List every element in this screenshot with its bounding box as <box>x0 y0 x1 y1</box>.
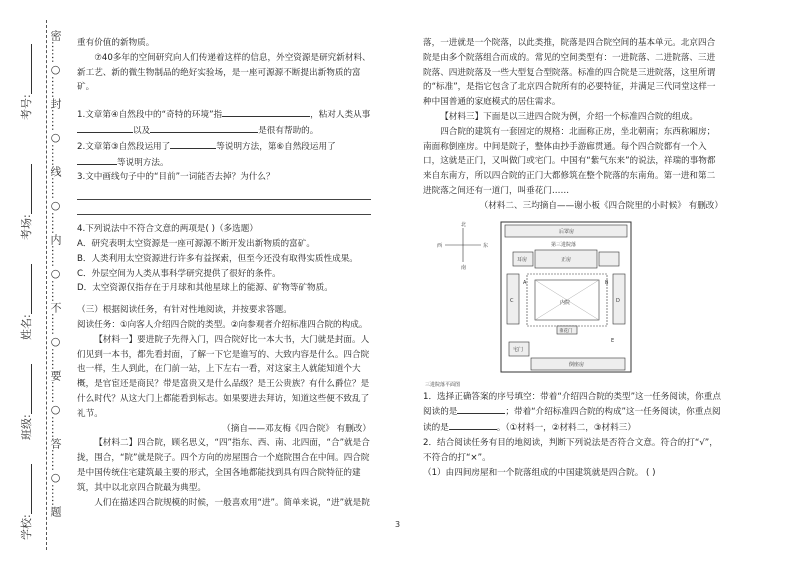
material-3-intro: 【材料三】下面是以三进四合院为例，介绍一个标准四合院的组成。 <box>440 111 699 122</box>
material-2-tail: 落，一进就是一个院落，以此类推，院落是四合院空间的基本单元。北京四合院是由多个院落组合而成的。常见的空间类型有：一进院落、二进院落、三进院落、四进院落及一些大型复合型院落。标准的四合院是三进院落，这里所谓的“标准”，是指它包含了北京四合院所有的必要特征，并满足三代同堂这样一种中国普通的家庭模式的居住需求。 <box>423 38 716 108</box>
question-1: 1.文章第④自然段中的“奇特的环境”指 ，粘对人类从事以及 是很有帮助的。 <box>77 107 371 139</box>
question-4: 4.下列说法中不符合文意的两项是( )（多选题） <box>77 224 258 235</box>
compass-west: 西 <box>437 242 443 249</box>
siheyuan-plan-diagram <box>423 218 723 388</box>
material-2-continued: 人们在描述四合院规模的时候，一般喜欢用“进”。简单来说，“进”就是院 <box>94 497 370 508</box>
option-c: C．外层空间为人类从事科学研究提供了很好的条件。 <box>77 268 281 279</box>
school-field <box>18 464 34 540</box>
name-label: 姓名: <box>20 314 33 340</box>
ear-room-east <box>599 252 619 266</box>
answer-blank[interactable] <box>170 139 216 149</box>
answer-blank[interactable] <box>449 420 497 430</box>
answer-blank[interactable] <box>457 404 505 414</box>
answer-blank[interactable] <box>77 155 117 165</box>
material-1-source: （摘自——邓友梅《四合院》 有删改） <box>222 423 371 434</box>
compass-east: 东 <box>483 242 489 249</box>
binding-line <box>46 20 47 550</box>
diagram-caption: 三进院落平面图 <box>425 381 461 388</box>
answer-line[interactable] <box>77 185 371 200</box>
ear-room-label: 耳房 <box>517 256 528 263</box>
name-field <box>18 264 34 340</box>
question-r2-1: （1）由四间房屋和一个院落组成的中国建筑就是四合院。 ( ) <box>423 467 656 478</box>
passage-paragraph-7: ⑦40多年的空间研究向人们传递着这样的信息，外空资源是研究新材料、新工艺、新的微生物制品的绝好实验场，是一座可源源不断提出新物质的富矿。 <box>77 52 371 93</box>
option-a: A．研究表明太空资源是一座可源源不断开发出新物质的富矿。 <box>77 238 315 249</box>
room-c-label: C <box>510 297 514 304</box>
room-e-label: E <box>611 337 615 344</box>
question-r2: 2．结合阅读任务有目的地阅读，判断下列说法是否符合文意。符合的打“√”，不符合的打“×”。 <box>423 437 718 463</box>
option-d: D．太空资源仅指存在于月球和其他星球上的能源、矿物等矿物质。 <box>77 283 333 294</box>
question-3: 3.文中画线句子中的“目前”一词能否去掉？为什么？ <box>77 172 275 183</box>
answer-blank[interactable] <box>222 107 310 117</box>
exam-room-label: 考场: <box>20 214 33 240</box>
option-b: B．人类利用太空资源进行许多有益探索，但至今还没有取得实质性成果。 <box>77 253 358 264</box>
answer-blank[interactable] <box>150 123 258 133</box>
compass-north: 北 <box>461 221 467 228</box>
answer-line[interactable] <box>77 200 371 215</box>
page-number: 3 <box>395 520 401 529</box>
compass-icon <box>437 221 488 271</box>
reading-task: 阅读任务：①向客人介绍四合院的类型。②向参观者介绍标准四合院的构成。 <box>77 319 368 330</box>
material-2: 【材料二】四合院，顾名思义，“四”指东、西、南、北四面，“合”就是合拢，围合，“院”就是院子。四个方向的房屋围合一个庭院围合在中间。四合院是中国传统住宅建筑最主要的形式，全国各地都能找到具有四合院特征的建筑，其中以北京四合院最为典型。 <box>77 438 370 493</box>
school-label: 学校: <box>20 514 33 540</box>
question-2: 2.文章第③自然段运用了 等说明方法，第⑥自然段运用了等说明方法。 <box>77 139 371 171</box>
third-courtyard-label: 第三进院落 <box>551 241 577 248</box>
exam-room-field <box>18 164 34 240</box>
room-a-label: A <box>523 279 527 286</box>
left-column <box>77 36 371 510</box>
section-3-title: （三）根据阅读任务，有针对性地阅读，并按要求答题。 <box>77 305 292 316</box>
class-field <box>18 364 34 440</box>
right-column <box>423 36 723 480</box>
back-room-label: 后罩房 <box>559 228 575 235</box>
answer-blank[interactable] <box>77 123 133 133</box>
main-gate-label: 宅门 <box>513 346 524 353</box>
second-gate-label: 垂花门 <box>559 328 573 334</box>
question-r1: 1．选择正确答案的序号填空：带着“介绍四合院的类型”这一任务阅读，你重点阅读的是 ；带着“介绍标准四合院的构成”这一任务阅读，你重点阅读的是 。（①材料一，②材料二，③材料三） <box>423 391 721 434</box>
passage-line: 重有价值的新物质。 <box>77 38 155 48</box>
material-3-source: （材料二、三均摘自——谢小板《四合院里的小时候》 有删改） <box>479 200 723 211</box>
room-d-label: D <box>616 297 620 304</box>
siheyuan-plan-svg <box>423 218 723 388</box>
main-house-label: 正房 <box>561 256 572 263</box>
inner-court-label: 内院 <box>560 299 571 306</box>
seat-number-label: 考号: <box>20 94 33 120</box>
seal-warning-text: 密……○……封……○……线……○……内……○……不……○……要……○……答……○……题 <box>49 30 62 517</box>
daozuo-label: 倒座房 <box>569 361 585 368</box>
room-b-label: B <box>605 279 609 286</box>
material-3-text: 四合院的建筑有一套固定的规格：北面称正房，坐北朝南；东西称厢房；南面称倒座房。中间是院子，整体由抄手游廊贯通。每个四合院都有一个入口，这就是正门，又叫做门或宅门。中国有“紫气东来”的说法，祥瑞的事物都来自东南方，所以四合院的正门大都修筑在整个院落的东南角。第一进和第二进院落之间还有一道门，叫垂花门…… <box>423 126 716 196</box>
seat-number-field <box>18 44 34 120</box>
class-label: 班级: <box>20 414 33 440</box>
compass-south: 南 <box>461 264 467 271</box>
material-1: 【材料一】要进院子先得入门，四合院好比一本大书，大门就是封面。人们见到一本书，都先看封面，了解一下它是谁写的、大致内容是什么。四合院也一样，生人到此，在门前一站，上下左右一看，对这家主人就能知道个大概，是官宦还是商民？带是富贵又是什么品级？是王公贵族？有什么爵位？是什么时代？从这大门上都能看到标志。如果要进去拜访，知道这些便不致乱了礼节。 <box>77 334 370 419</box>
